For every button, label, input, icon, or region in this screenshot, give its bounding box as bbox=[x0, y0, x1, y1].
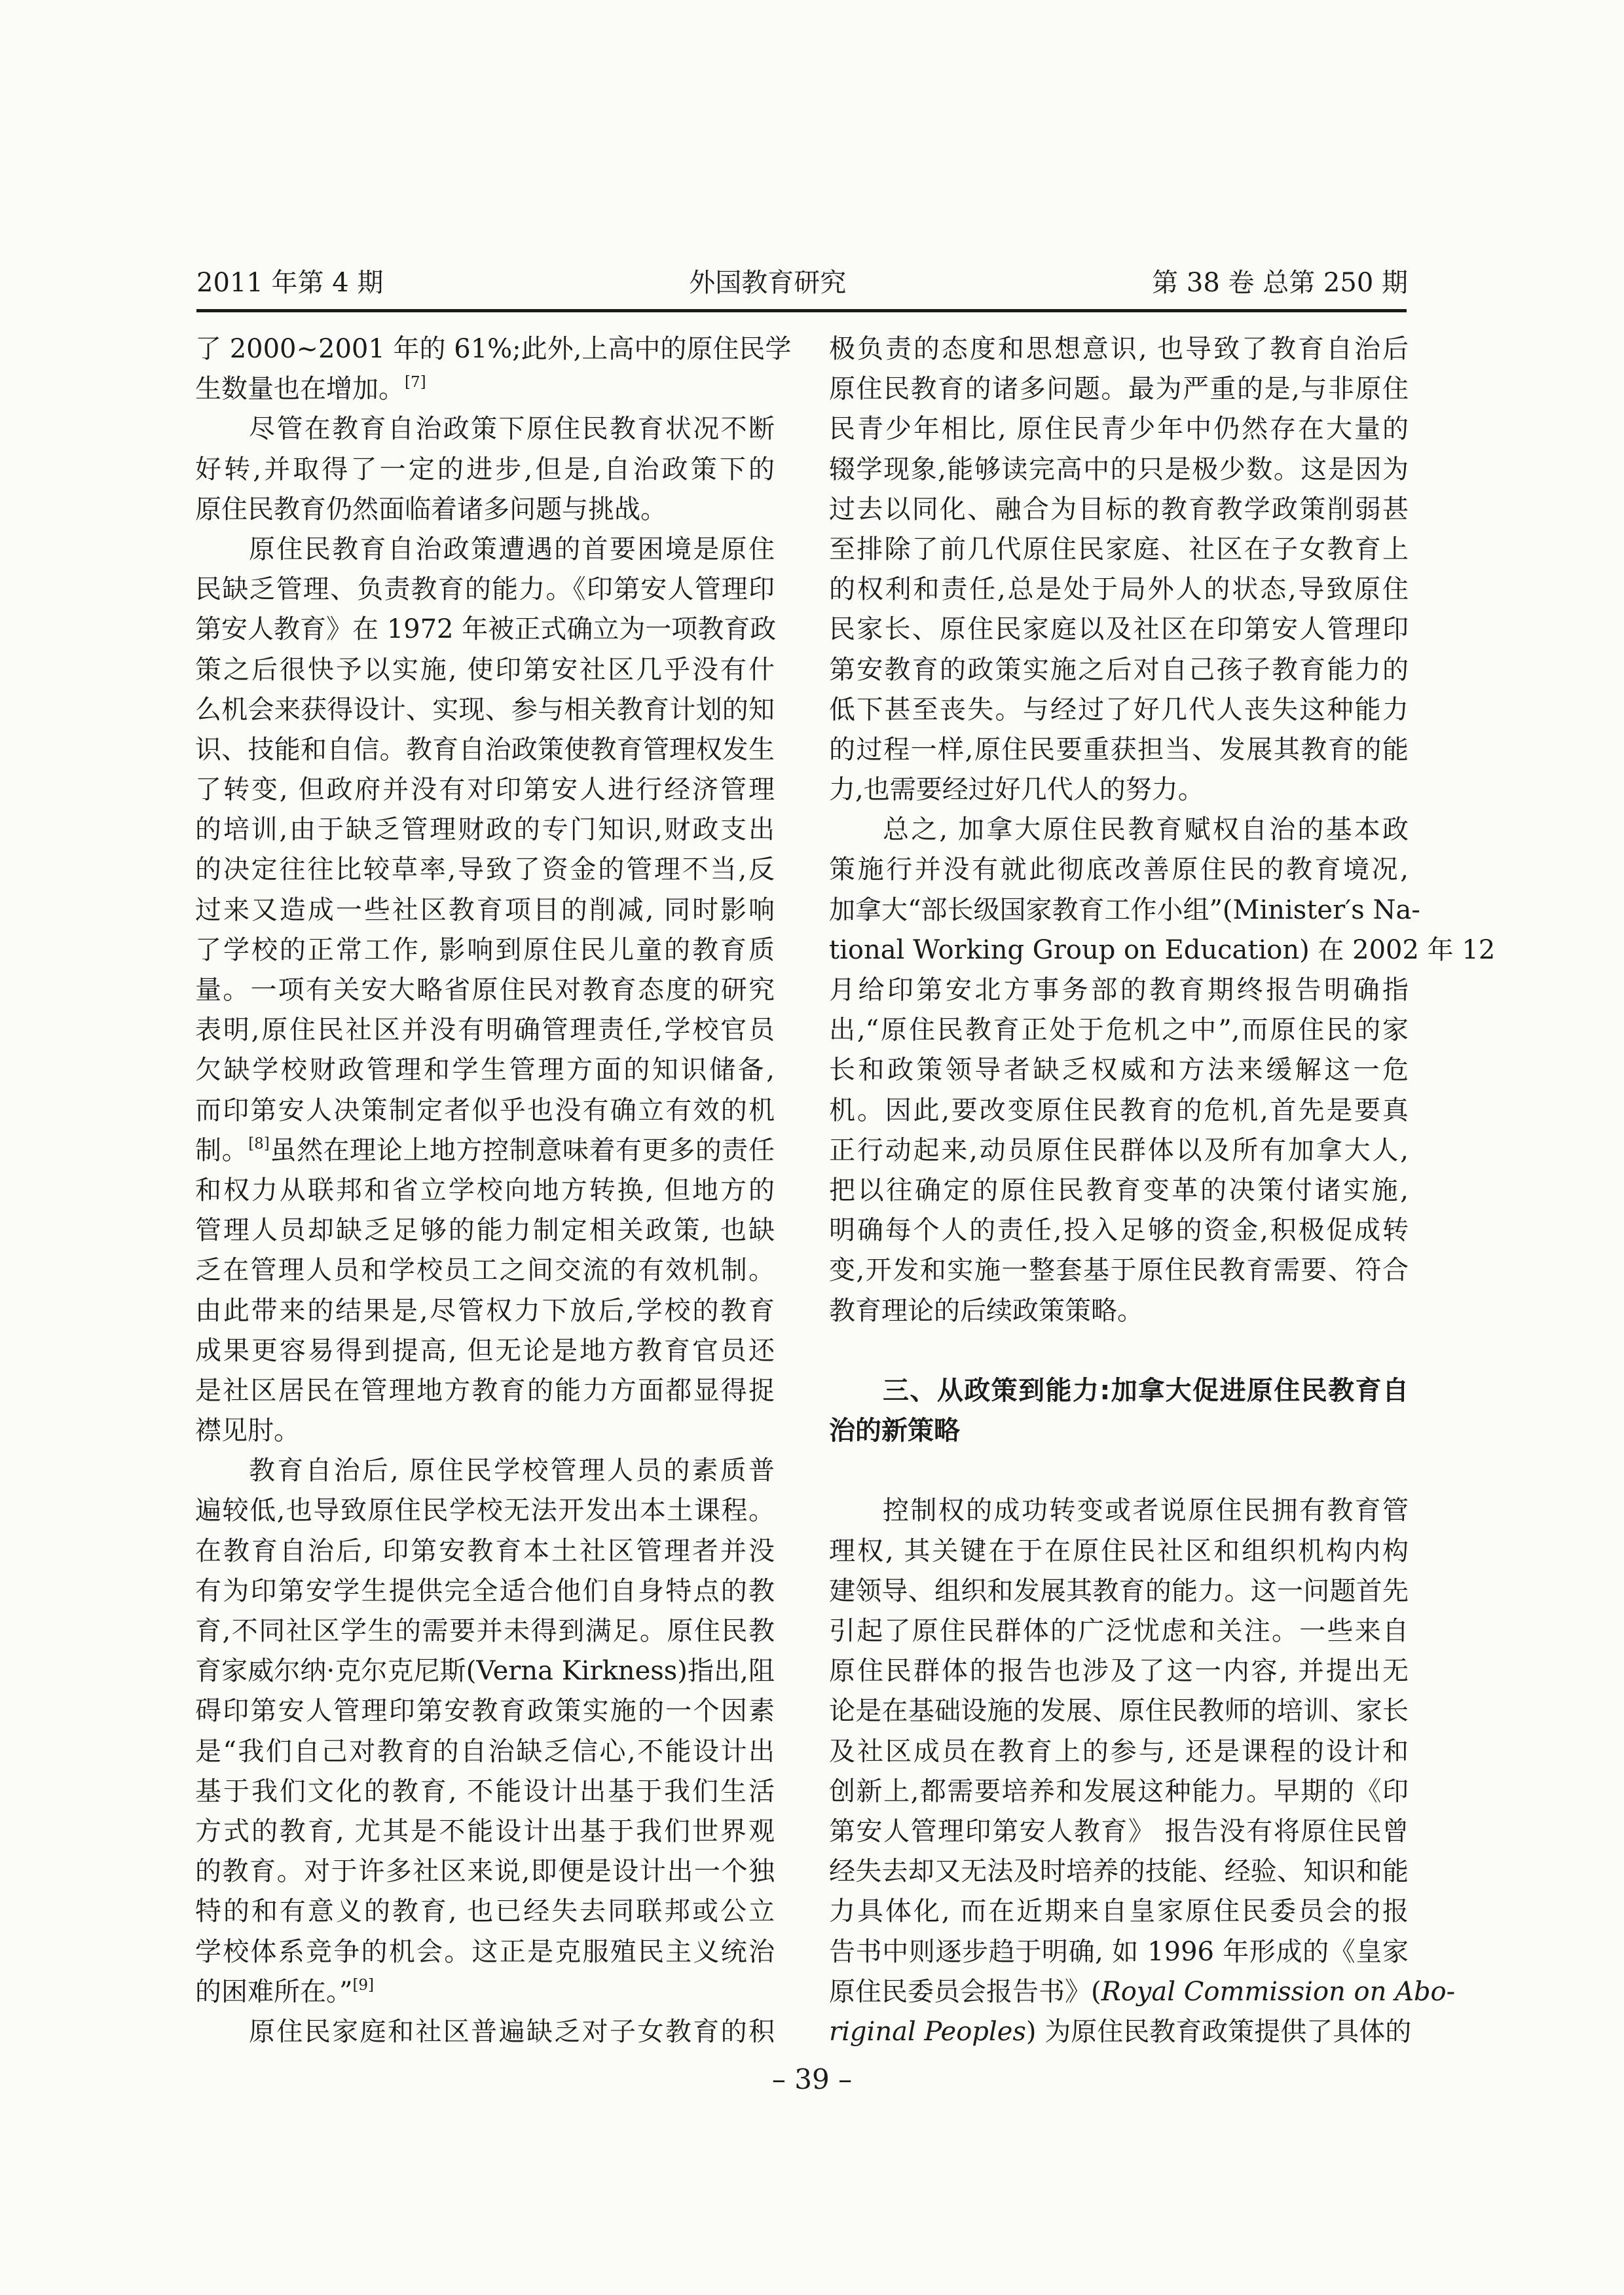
body-text-line bbox=[195, 1291, 775, 1331]
text-segment: 表明,原住民社区并没有明确管理责任,学校官员 bbox=[195, 1015, 775, 1046]
body-text-line bbox=[829, 1532, 1409, 1571]
text-segment: 虽然在理论上地方控制意味着有更多的责任 bbox=[269, 1135, 775, 1166]
text-segment: 原住民教育仍然面临着诸多问题与挑战。 bbox=[195, 494, 667, 524]
body-text-line bbox=[195, 1131, 775, 1171]
body-text-line bbox=[195, 850, 775, 890]
body-text-line bbox=[829, 369, 1409, 409]
body-text-line bbox=[829, 1772, 1409, 1812]
text-segment: 长和政策领导者缺乏权威和方法来缓解这一危 bbox=[829, 1055, 1409, 1086]
page-number: – 39 – bbox=[771, 2063, 853, 2095]
body-text-line bbox=[829, 450, 1409, 490]
text-segment: 机。因此,要改变原住民教育的危机,首先是要真 bbox=[829, 1095, 1409, 1126]
body-text-line bbox=[829, 610, 1409, 650]
body-text-line bbox=[829, 1010, 1409, 1050]
page-footer bbox=[0, 2061, 1624, 2098]
text-segment: 过来又造成一些社区教育项目的削减, 同时影响 bbox=[195, 894, 775, 925]
text-segment: 原住民群体的报告也涉及了这一内容, 并提出无 bbox=[829, 1656, 1409, 1687]
text-segment: 了转变, 但政府并没有对印第安人进行经济管理 bbox=[195, 775, 775, 805]
text-segment: 特的和有意义的教育, 也已经失去同联邦或公立 bbox=[195, 1896, 775, 1927]
left-column bbox=[195, 329, 792, 2052]
body-text-line bbox=[829, 810, 1409, 850]
body-text-line bbox=[195, 610, 775, 650]
footnote-reference: [8] bbox=[248, 1135, 270, 1152]
body-text-line bbox=[195, 1852, 775, 1892]
article-body bbox=[195, 329, 1496, 2052]
body-text-line bbox=[195, 1892, 775, 1932]
text-segment: riginal Peoples bbox=[829, 2016, 1026, 2047]
body-text-line bbox=[829, 650, 1409, 690]
text-segment: 把以往确定的原住民教育变革的决策付诸实施, bbox=[829, 1175, 1409, 1205]
body-text-line bbox=[829, 1491, 1409, 1531]
body-text-line bbox=[829, 1091, 1409, 1131]
text-segment: 的过程一样,原住民要重获担当、发展其教育的能 bbox=[829, 734, 1409, 765]
body-text-line bbox=[829, 1651, 1409, 1691]
text-segment: 基于我们文化的教育, 不能设计出基于我们生活 bbox=[195, 1776, 775, 1807]
text-segment: 是社区居民在管理地方教育的能力方面都显得捉 bbox=[195, 1375, 775, 1406]
text-segment: 方式的教育, 尤其是不能设计出基于我们世界观 bbox=[195, 1816, 775, 1846]
text-segment: 理权, 其关键在于在原住民社区和组织机构内构 bbox=[829, 1535, 1409, 1566]
text-segment: 的决定往往比较草率,导致了资金的管理不当,反 bbox=[195, 854, 775, 885]
section-heading-line bbox=[829, 1371, 1409, 1411]
body-text-line bbox=[195, 1050, 775, 1090]
body-text-line bbox=[195, 1651, 775, 1691]
body-text-line bbox=[829, 730, 1409, 770]
text-segment: 好转,并取得了一定的进步,但是,自治政策下的 bbox=[195, 454, 775, 485]
body-text-line bbox=[829, 409, 1409, 449]
text-segment: 引起了原住民群体的广泛忧虑和关注。一些来自 bbox=[829, 1616, 1409, 1646]
body-text-line bbox=[195, 890, 775, 930]
body-text-line bbox=[829, 1211, 1409, 1251]
body-text-line bbox=[195, 1251, 775, 1291]
text-segment: 过去以同化、融合为目标的教育教学政策削弱甚 bbox=[829, 494, 1409, 524]
body-text-line bbox=[829, 1932, 1409, 1972]
body-text-line bbox=[195, 1171, 775, 1211]
body-text-line bbox=[829, 530, 1409, 570]
body-text-line bbox=[195, 2012, 775, 2052]
text-segment: 学校体系竞争的机会。这正是克服殖民主义统治 bbox=[195, 1936, 775, 1967]
text-segment: 的培训,由于缺乏管理财政的专门知识,财政支出 bbox=[195, 815, 775, 845]
body-text-line bbox=[829, 850, 1409, 890]
body-text-line bbox=[829, 1251, 1409, 1291]
body-text-line bbox=[829, 1892, 1409, 1932]
body-text-line bbox=[195, 1451, 775, 1491]
body-text-line bbox=[195, 530, 775, 570]
text-segment: 制。 bbox=[195, 1135, 249, 1166]
text-segment: 力具体化, 而在近期来自皇家原住民委员会的报 bbox=[829, 1896, 1409, 1927]
text-segment: tional Working Group on Education) 在 2002 年 12 bbox=[829, 934, 1496, 965]
body-text-line bbox=[195, 1371, 775, 1411]
header-volume: 第 38 卷 总第 250 期 bbox=[1152, 268, 1408, 298]
body-text-line bbox=[829, 1611, 1409, 1651]
text-segment: 民青少年相比, 原住民青少年中仍然存在大量的 bbox=[829, 414, 1409, 445]
text-segment: 第安人教育》在 1972 年被正式确立为一项教育政 bbox=[195, 614, 777, 645]
header-journal-title: 外国教育研究 bbox=[689, 268, 847, 298]
text-segment: 变,开发和实施一整套基于原住民教育需要、符合 bbox=[829, 1255, 1409, 1286]
text-segment: 原住民家庭和社区普遍缺乏对子女教育的积 bbox=[249, 2016, 775, 2047]
text-segment: 治的新策略 bbox=[829, 1416, 960, 1446]
body-text-line bbox=[195, 970, 775, 1010]
body-text-line bbox=[195, 1091, 775, 1131]
text-segment: 乏在管理人员和学校员工之间交流的有效机制。 bbox=[195, 1255, 775, 1286]
body-text-line bbox=[829, 490, 1409, 530]
text-segment: 管理人员却缺乏足够的能力制定相关政策, 也缺 bbox=[195, 1215, 775, 1246]
body-text-line bbox=[195, 490, 775, 530]
body-text-line bbox=[829, 1732, 1409, 1772]
body-text-line bbox=[195, 450, 775, 490]
body-text-line bbox=[829, 770, 1409, 810]
body-text-line bbox=[829, 970, 1409, 1010]
body-text-line bbox=[829, 1972, 1456, 2012]
text-segment: 力,也需要经过好几代人的努力。 bbox=[829, 775, 1204, 805]
body-text-line bbox=[195, 810, 775, 850]
body-text-line bbox=[195, 1331, 775, 1371]
text-segment: 辍学现象,能够读完高中的只是极少数。这是因为 bbox=[829, 454, 1409, 485]
header-rule bbox=[196, 309, 1407, 312]
body-text-line bbox=[829, 1131, 1409, 1171]
body-text-line bbox=[195, 1411, 775, 1451]
text-segment: 尽管在教育自治政策下原住民教育状况不断 bbox=[249, 414, 775, 445]
text-segment: 教育自治后, 原住民学校管理人员的素质普 bbox=[249, 1456, 775, 1486]
body-text-line bbox=[195, 1010, 775, 1050]
text-segment: 第安教育的政策实施之后对自己孩子教育能力的 bbox=[829, 654, 1409, 685]
body-text-line bbox=[829, 1691, 1409, 1731]
text-segment: 了学校的正常工作, 影响到原住民儿童的教育质 bbox=[195, 934, 775, 965]
body-text-line bbox=[829, 2012, 1412, 2052]
text-segment: 而印第安人决策制定者似乎也没有确立有效的机 bbox=[195, 1095, 775, 1126]
body-text-line bbox=[829, 1571, 1409, 1611]
body-text-line bbox=[195, 1972, 775, 2012]
body-text-line bbox=[195, 650, 775, 690]
body-text-line bbox=[195, 730, 775, 770]
body-text-line bbox=[829, 930, 1496, 970]
text-segment: 襟见肘。 bbox=[195, 1416, 300, 1446]
text-segment: 育家威尔纳·克尔克尼斯(Verna Kirkness)指出,阻 bbox=[195, 1656, 775, 1687]
text-segment: 有为印第安学生提供完全适合他们自身特点的教 bbox=[195, 1575, 775, 1606]
text-segment: 第安人管理印第安人教育》 报告没有将原住民曾 bbox=[829, 1816, 1409, 1846]
page-header bbox=[196, 266, 1408, 300]
body-text-line bbox=[829, 690, 1409, 730]
body-text-line bbox=[195, 409, 775, 449]
body-text-line bbox=[829, 1852, 1409, 1892]
body-text-line bbox=[829, 890, 1420, 930]
text-segment: 育,不同社区学生的需要并未得到满足。原住民教 bbox=[195, 1616, 775, 1646]
text-segment: 论是在基础设施的发展、原住民教师的培训、家长 bbox=[829, 1696, 1409, 1727]
footnote-reference: [7] bbox=[405, 374, 426, 392]
body-text-line bbox=[195, 930, 775, 970]
text-segment: 明确每个人的责任,投入足够的资金,积极促成转 bbox=[829, 1215, 1409, 1246]
text-segment: 成果更容易得到提高, 但无论是地方教育官员还 bbox=[195, 1335, 775, 1366]
body-text-line bbox=[195, 1732, 775, 1772]
body-text-line bbox=[195, 329, 792, 369]
text-segment: 控制权的成功转变或者说原住民拥有教育管 bbox=[883, 1496, 1409, 1526]
text-segment: 的权利和责任,总是处于局外人的状态,导致原住 bbox=[829, 574, 1409, 605]
section-heading-line bbox=[829, 1411, 1409, 1451]
text-segment: 原住民教育自治政策遭遇的首要困境是原住 bbox=[249, 534, 775, 564]
text-segment: 原住民教育的诸多问题。最为严重的是,与非原住 bbox=[829, 374, 1409, 405]
body-text-line bbox=[195, 1491, 775, 1531]
body-text-line bbox=[195, 1532, 775, 1571]
body-text-line bbox=[195, 1611, 775, 1651]
text-segment: 策施行并没有就此彻底改善原住民的教育境况, bbox=[829, 854, 1409, 885]
body-text-line bbox=[829, 570, 1409, 610]
text-segment: 至排除了前几代原住民家庭、社区在子女教育上 bbox=[829, 534, 1409, 564]
text-segment: 三、从政策到能力:加拿大促进原住民教育自 bbox=[883, 1375, 1409, 1406]
text-segment: 生数量也在增加。 bbox=[195, 374, 405, 405]
right-column bbox=[829, 329, 1496, 2052]
text-segment: 民家长、原住民家庭以及社区在印第安人管理印 bbox=[829, 614, 1409, 645]
body-text-line bbox=[829, 1291, 1409, 1331]
text-segment: ) 为原住民教育政策提供了具体的 bbox=[1025, 2016, 1412, 2047]
text-segment: 识、技能和自信。教育自治政策使教育管理权发生 bbox=[195, 734, 775, 765]
body-text-line bbox=[195, 1772, 775, 1812]
body-text-line bbox=[829, 1171, 1409, 1211]
body-text-line bbox=[195, 1691, 775, 1731]
text-segment: 加拿大“部长级国家教育工作小组”(Minister′s Na- bbox=[829, 894, 1420, 925]
header-issue: 2011 年第 4 期 bbox=[196, 268, 384, 298]
text-segment: 和权力从联邦和省立学校向地方转换, 但地方的 bbox=[195, 1175, 775, 1205]
text-segment: 欠缺学校财政管理和学生管理方面的知识储备, bbox=[195, 1055, 775, 1086]
text-segment: 的困难所在。” bbox=[195, 1976, 353, 2007]
text-segment: 出,“原住民教育正处于危机之中”,而原住民的家 bbox=[829, 1015, 1409, 1046]
text-segment: 的教育。对于许多社区来说,即便是设计出一个独 bbox=[195, 1856, 775, 1887]
body-text-line bbox=[195, 1932, 775, 1972]
text-segment: 在教育自治后, 印第安教育本土社区管理者并没 bbox=[195, 1535, 775, 1566]
body-text-line bbox=[829, 1050, 1409, 1090]
footnote-reference: [9] bbox=[352, 1976, 375, 1994]
body-text-line bbox=[195, 770, 775, 810]
body-text-line bbox=[195, 1812, 775, 1852]
text-segment: 正行动起来,动员原住民群体以及所有加拿大人, bbox=[829, 1135, 1409, 1166]
text-segment: 教育理论的后续政策策略。 bbox=[829, 1295, 1143, 1326]
body-text-line bbox=[195, 570, 775, 610]
body-text-line bbox=[829, 1812, 1409, 1852]
text-segment: 碍印第安人管理印第安教育政策实施的一个因素 bbox=[195, 1696, 775, 1727]
body-text-line bbox=[195, 690, 775, 730]
text-segment: 月给印第安北方事务部的教育期终报告明确指 bbox=[829, 975, 1409, 1005]
text-segment: 建领导、组织和发展其教育的能力。这一问题首先 bbox=[829, 1575, 1409, 1606]
body-text-line bbox=[829, 329, 1409, 369]
text-segment: 么机会来获得设计、实现、参与相关教育计划的知 bbox=[195, 694, 775, 725]
body-text-line bbox=[195, 1571, 775, 1611]
text-segment: 创新上,都需要培养和发展这种能力。早期的《印 bbox=[829, 1776, 1409, 1807]
text-segment: 策之后很快予以实施, 使印第安社区几乎没有什 bbox=[195, 654, 775, 685]
text-segment: 是“我们自己对教育的自治缺乏信心,不能设计出 bbox=[195, 1736, 775, 1767]
text-segment: Royal Commission on Abo- bbox=[1101, 1976, 1456, 2007]
body-text-line bbox=[195, 1211, 775, 1251]
text-segment: 遍较低,也导致原住民学校无法开发出本土课程。 bbox=[195, 1496, 775, 1526]
text-segment: 低下甚至丧失。与经过了好几代人丧失这种能力 bbox=[829, 694, 1409, 725]
text-segment: 经失去却又无法及时培养的技能、经验、知识和能 bbox=[829, 1856, 1409, 1887]
text-segment: 由此带来的结果是,尽管权力下放后,学校的教育 bbox=[195, 1295, 775, 1326]
text-segment: 原住民委员会报告书》( bbox=[829, 1976, 1101, 2007]
text-segment: 量。一项有关安大略省原住民对教育态度的研究 bbox=[195, 975, 775, 1005]
body-text-line bbox=[195, 369, 775, 409]
text-segment: 告书中则逐步趋于明确, 如 1996 年形成的《皇家 bbox=[829, 1936, 1409, 1967]
text-segment: 了 2000~2001 年的 61%;此外,上高中的原住民学 bbox=[195, 334, 792, 364]
text-segment: 民缺乏管理、负责教育的能力。《印第安人管理印 bbox=[195, 574, 775, 605]
text-segment: 总之, 加拿大原住民教育赋权自治的基本政 bbox=[883, 815, 1409, 845]
text-segment: 及社区成员在教育上的参与, 还是课程的设计和 bbox=[829, 1736, 1409, 1767]
text-segment: 极负责的态度和思想意识, 也导致了教育自治后 bbox=[829, 334, 1409, 364]
